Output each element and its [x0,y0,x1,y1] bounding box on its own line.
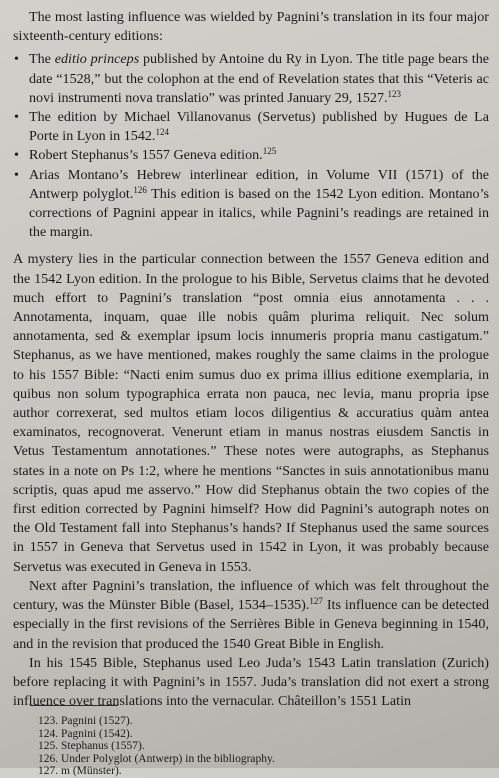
edition-text-cont: published by Antoine du Ry in Lyon. The title page bears the date “1528,” but the colophon at the end of Revelation states that this “Veteris ac novi instrumenti nova translatio” was printed January 29, 1527. [29,51,489,106]
body-paragraph: A mystery lies in the particular connection between the 1557 Geneva edition and the 1542 Lyon edition. In the prologue to his Bible, Servetus claims that he devoted much effort to Pagnini’s translation “post omnia eius annotamenta . . . Annotamenta, inquam, quae ille nobis quâm plurima reliquit. Nec solum annotamenta, sed & exemplar ipsum locis innumeris propria manu castigatum.” Stephanus, as we have mentioned, makes roughly the same claims in the prologue to his 1557 Bible: “Nacti enim sumus duo ex prima illius editione exemplaria, in quibus non solum typographica errata non pauca, nec levia, manu propria ipse author correxerat, sed multos etiam locos diligentius & accuratius quàm antea examinatos, recognoverat. Venerunt etiam in manus nostras eiusdem Sanctis in Vetus Testamentum annotationes.” These notes were autographs, as Stephanus states in a note on Ps 1:2, where he mentions “Sanctes in suis annotationibus manu scriptis, quas apud me asservo.” How did Stephanus obtain the two copies of the first edition corrected by Pagnini himself? How did Pagnini’s autograph notes on the Old Testament fall into Stephanus’s hands? If Stephanus used the same sources in 1557 in Geneva that Servetus used in 1542 in Lyon, it was probably because Servetus was executed in Geneva in 1553. [13,251,489,575]
bullet-icon: • [14,147,19,164]
footnote: 126. Under Polyglot (Antwerp) in the bibliography. [38,752,275,765]
edition-text: The [29,51,55,68]
edition-emphasis: editio princeps [54,51,140,68]
bullet-icon: • [14,166,19,183]
edition-item [14,166,489,243]
editions-list [13,50,489,242]
body-text: Next after Pagnini’s translation, the influence of which was felt throughout the century, was the Münster Bible (Basel, 1534–1535). [13,577,489,614]
footnote-ref: 123 [387,88,402,99]
edition-text: The edition by Michael Villanovanus (Servetus) published by Hugues de La Porte in Lyon in 1542. [29,109,489,145]
footnote-divider [30,705,118,706]
edition-text: Arias Montano’s Hebrew interlinear edition, in Volume VII (1571) of the Antwerp polyglot. [29,166,489,202]
bullet-icon: • [14,109,19,126]
footnote: 125. Stephanus (1557). [38,740,145,753]
footnote-ref: 124 [155,127,169,138]
body-text-cont: Its influence can be detected especially in the first revisions of the Serrières Bible in Geneva beginning in 1540, and in the revision that produced the 1540 Great Bible in English. [13,597,490,652]
edition-text-cont: This edition is based on the 1542 Lyon edition. Montano’s corrections of Pagnini appear in italics, while Pagnini’s readings are retained in the margin. [29,185,489,241]
footnote-ref: 127 [309,596,323,607]
edition-item [14,146,489,165]
edition-item [14,108,489,146]
body-paragraph [13,577,489,654]
edition-item [14,50,489,108]
footnote-ref: 125 [262,146,277,157]
body-paragraph: In his 1545 Bible, Stephanus used Leo Juda’s 1543 Latin translation (Zurich) before replacing it with Pagnini’s in 1557. Juda’s translation did not exert a strong influence over translations into the vernacular. Châteillon’s 1551 Latin [13,654,489,710]
footnote: 123. Pagnini (1527). [38,715,133,727]
footnote: 127. m (Münster). [38,765,122,778]
footnotes [30,705,470,778]
intro-paragraph: The most lasting influence was wielded by Pagnini’s translation in its four major sixteenth-century editions: [13,9,489,45]
footnote-ref: 126 [133,184,147,195]
footnote: 124. Pagnini (1542). [38,727,133,740]
bullet-icon: • [14,51,19,68]
edition-text: Robert Stephanus’s 1557 Geneva edition. [29,147,263,164]
